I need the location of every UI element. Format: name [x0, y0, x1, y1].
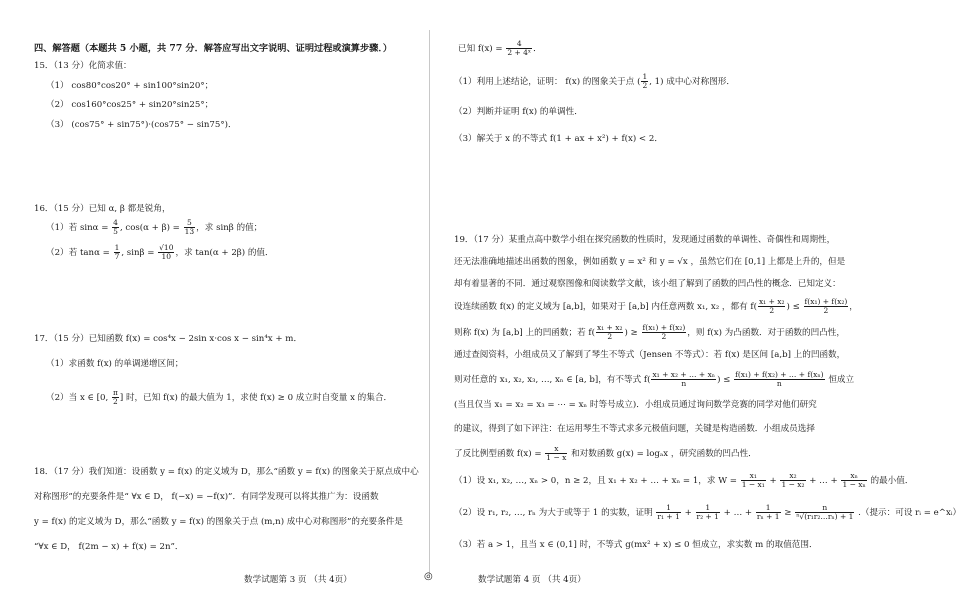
- q19-line10: [454, 445, 849, 462]
- q18-line1: 18．（17 分）我们知道：设函数 y = f(x) 的定义域为 D，那么“函数 y = f(x) 的图象关于原点成中心: [34, 467, 419, 477]
- fraction-numerator: 1: [114, 243, 120, 252]
- q19-line5-fraction1: [596, 324, 624, 341]
- q18-given: [458, 40, 853, 57]
- q19-line10-text-a: 了反比例型函数 f(x) =: [454, 449, 545, 459]
- q19-part2-fraction1: [656, 504, 680, 521]
- q18-line2: 对称图形”的充要条件是“ ∀x ∈ D， f(−x) = −f(x)”．有同学发现可以将其推广为：设函数: [34, 492, 379, 502]
- fraction-denominator: 13: [184, 227, 195, 236]
- fraction-denominator: 2: [113, 397, 118, 406]
- fraction-numerator: √10: [159, 243, 174, 252]
- q17-part2: [34, 389, 431, 406]
- fraction-numerator: 4: [113, 218, 118, 227]
- q19-part2-fraction2: [696, 504, 720, 521]
- fraction-numerator: n: [795, 504, 854, 513]
- q19-line6: 通过查阅资料，小组成员又了解到了琴生不等式（Jensen 不等式）：若 f(x) 是区间 [a,b] 上的凹函数，: [454, 350, 846, 360]
- fraction-numerator: 1: [696, 504, 720, 513]
- q19-line5-fraction2: [642, 324, 687, 341]
- binding-mark-icon: ◎: [424, 571, 433, 582]
- q17-part2-text-a: （2）当 x ∈ [0,: [46, 393, 111, 403]
- q19-line2: 还无法准确地描述出函数的图象，例如函数 y = x² 和 y = √x ，虽然它们在 [0,1] 上都是上升的，但是: [454, 257, 846, 267]
- q15-stem: 15．（13 分）化简求值：: [34, 61, 132, 71]
- q19-part1-fraction2: [780, 472, 805, 489]
- fraction-denominator: 2: [661, 332, 667, 341]
- q18-given-text-a: 已知 f(x) =: [458, 44, 506, 54]
- q17-part2-text-b: ] 时，已知 f(x) 的最大值为 1，求使 f(x) ≥ 0 成立时自变量 x 的集合．: [119, 393, 393, 403]
- q17-part1: （1）求函数 f(x) 的单调递增区间；: [46, 359, 184, 369]
- q19-line7-text-a: 则对任意的 x₁, x₂, x₃, …, xₙ ∈ [a, b]，有不等式 f(: [454, 375, 651, 385]
- q18-part1: [454, 73, 849, 90]
- fraction-denominator: n: [776, 379, 782, 388]
- q17-part2-fraction: [112, 389, 119, 406]
- q16-part2-fraction2: [158, 244, 174, 261]
- fraction-denominator: 7: [114, 252, 120, 261]
- q19-part1-text-b: 的最小值．: [867, 476, 914, 486]
- q19-part1-fraction3: [841, 472, 866, 489]
- q16-part2-text-a: （2）若 tanα =: [46, 248, 113, 258]
- q19-line10-text-b: 和对数函数 g(x) = logₐx ，研究函数的凹凸性．: [568, 449, 757, 459]
- q17-stem: 17．（15 分）已知函数 f(x) = cos⁴x − 2sin x·cos x − sin⁴x + m．: [34, 334, 303, 344]
- q19-line9: 的建议，得到了如下评注：在运用琴生不等式求多元极值问题，关键是构造函数．小组成员选择: [454, 424, 815, 434]
- fraction-denominator: rₙ + 1: [756, 512, 780, 521]
- q19-line4-fraction1: [758, 298, 786, 315]
- q19-line5: [454, 324, 849, 341]
- q19-line4-text-a: 设连续函数 f(x) 的定义域为 [a,b]，如果对于 [a,b] 内任意两数 x₁, x₂ ，都有 f(: [454, 302, 757, 312]
- fraction-numerator: x₁ + x₂: [758, 297, 785, 306]
- q15-part3: （3） (cos75° + sin75°)·(cos75° − sin75°)．: [46, 120, 237, 130]
- left-page: [0, 0, 430, 607]
- fraction-numerator: x₁ + x₂: [596, 323, 623, 332]
- fraction-denominator: 1 − x₁: [741, 480, 765, 489]
- q19-line4: [454, 297, 858, 315]
- fraction-numerator: x₂: [780, 472, 805, 481]
- right-page: [430, 0, 961, 607]
- fraction-denominator: n: [681, 379, 687, 388]
- q19-line7-fraction1: [651, 371, 716, 388]
- fraction-denominator: 5: [113, 227, 118, 236]
- fraction-numerator: 5: [184, 219, 196, 228]
- fraction-numerator: x₁ + x₂ + … + xₙ: [652, 370, 716, 379]
- fraction-numerator: f(x₁) + f(x₂): [642, 323, 686, 332]
- q19-line4-text-b: ) ≤: [786, 302, 803, 312]
- q16-part1-text-a: （1）若 sinα =: [46, 223, 112, 233]
- q19-line5-text-b: ) ≥: [624, 328, 641, 338]
- q19-line4-text-c: ，: [849, 302, 858, 312]
- fraction-numerator: f(x₁) + f(x₂) + … + f(xₙ): [735, 370, 824, 379]
- q19-part2: （2）设 r₁, r₂, …, rₙ 为大于或等于 1 的实数，证明 $\frac{1}{\text{r₁ + 1}}$ + $\frac{1}{\text{r₂ + 1}}$ + … + $\frac{1}{\text{rₙ + 1}}$ ≥ $\frac{n}{\text{ⁿ√(r₁r₂…rₙ) + 1}}$ .（提示：可设 rᵢ = e^xᵢ）: [454, 503, 961, 521]
- fraction-numerator: xₙ: [841, 472, 866, 481]
- fraction-denominator: ⁿ√(r₁r₂…rₙ) + 1: [796, 512, 854, 521]
- q18-part3: （3）解关于 x 的不等式 f(1 + ax + x²) + f(x) < 2．: [454, 134, 663, 144]
- fraction-numerator: 1: [642, 72, 648, 81]
- page-footer-left: 数学试题第 3 页 （共 4页）: [244, 575, 352, 585]
- fraction-numerator: 1: [656, 504, 680, 513]
- q18-given-text-b: ．: [533, 44, 542, 54]
- fraction-denominator: 2: [642, 81, 648, 90]
- fraction-denominator: r₂ + 1: [696, 512, 719, 521]
- q16-part2-fraction1: [114, 244, 121, 261]
- q18-part1-text-a: （1）利用上述结论，证明： f(x) 的图象关于点 (: [454, 77, 641, 87]
- fraction-denominator: 1 − x₂: [781, 480, 805, 489]
- q19-line5-text-c: ，则 f(x) 为凸函数．对于函数的凹凸性，: [687, 328, 845, 338]
- q19-line7-text-c: 恒成立: [825, 375, 855, 385]
- q19-part1-text-a: （1）设 x₁, x₂, …, xₙ > 0，n ≥ 2，且 x₁ + x₂ + … + xₙ = 1，求 W =: [454, 476, 740, 486]
- q18-part2: （2）判断并证明 f(x) 的单调性．: [454, 107, 583, 117]
- q19-line7-fraction2: [734, 371, 825, 388]
- q19-line1: 19．（17 分）某重点高中数学小组在探究函数的性质时，发现通过函数的单调性、奇偶性和周期性，: [454, 235, 836, 245]
- q18-line3: y = f(x) 的定义域为 D，那么“函数 y = f(x) 的图象关于点 (m,n) 成中心对称图形”的充要条件是: [34, 517, 403, 527]
- page-footer-right: 数学试题第 4 页 （共 4页）: [478, 575, 586, 585]
- section-title: 四、解答题（本题共 5 小题，共 77 分．解答应写出文字说明、证明过程或演算步骤．）: [34, 43, 393, 54]
- fraction-denominator: 1 − x: [546, 453, 567, 462]
- q18-line4: “∀x ∈ D， f(2m − x) + f(x) = 2n”．: [34, 542, 184, 552]
- q16-part1-fraction2: [184, 219, 196, 236]
- fraction-numerator: f(x₁) + f(x₂): [804, 297, 848, 306]
- q19-line5-text-a: 则称 f(x) 为 [a,b] 上的凹函数；若 f(: [454, 328, 595, 338]
- q19-part3: （3）若 a > 1，且当 x ∈ (0,1] 时，不等式 g(mx² + x) ≤ 0 恒成立，求实数 m 的取值范围．: [454, 540, 818, 550]
- q19-part2-text-b: .（提示：可设 rᵢ = e^xᵢ）: [855, 508, 961, 518]
- q16-part2-text-b: , sinβ =: [121, 248, 158, 258]
- q19-line8: (当且仅当 x₁ = x₂ = x₃ = ⋯ = xₙ 时等号成立)．小组成员通过询问数学竞赛的同学对他们研究: [454, 400, 817, 410]
- q19-line4-fraction2: [804, 298, 849, 315]
- fraction-numerator: 1: [756, 504, 781, 513]
- q16-part1-fraction1: [112, 219, 119, 236]
- q19-line3: 却有着显著的不同．通过观察图像和阅读数学文献，该小组了解到了函数的凹凸性的概念．已知定义：: [454, 279, 841, 289]
- fraction-denominator: r₁ + 1: [657, 512, 680, 521]
- fraction-denominator: 2: [607, 332, 613, 341]
- q18-part1-fraction: [641, 73, 648, 90]
- fraction-numerator: π: [112, 388, 118, 397]
- fraction-denominator: 10: [161, 252, 172, 261]
- q19-part1-fraction1: [741, 472, 766, 489]
- q16-stem: 16．（15 分）已知 α, β 都是锐角，: [34, 204, 171, 214]
- q19-part2-fraction4: [795, 504, 854, 521]
- q18-part1-text-b: , 1) 成中心对称图形．: [649, 77, 735, 87]
- fraction-denominator: 2: [823, 306, 829, 315]
- q16-part1: [34, 219, 431, 236]
- q16-part1-text-b: , cos(α + β) =: [119, 223, 183, 233]
- q16-part1-text-c: ，求 sinβ 的值；: [196, 223, 263, 233]
- q19-line7: [454, 370, 855, 388]
- fraction-denominator: 1 − xₙ: [842, 480, 866, 489]
- q16-part2-text-c: ，求 tan(α + 2β) 的值．: [175, 248, 274, 258]
- fraction-denominator: 2: [769, 306, 775, 315]
- q15-part1: （1） cos80°cos20° + sin100°sin20°；: [46, 81, 214, 91]
- fraction-numerator: 4: [506, 40, 532, 49]
- q19-line7-text-b: ) ≤: [717, 375, 734, 385]
- q16-part2: [34, 244, 431, 261]
- q18-given-fraction: [506, 40, 532, 57]
- fraction-numerator: x₁: [741, 472, 766, 481]
- q15-part2: （2） cos160°cos25° + sin20°sin25°；: [46, 100, 214, 110]
- fraction-numerator: x: [545, 445, 567, 454]
- q19-part1: （1）设 x₁, x₂, …, xₙ > 0，n ≥ 2，且 x₁ + x₂ + … + xₙ = 1，求 W = $\frac{\text{x₁}}{\text{1 − x₁}}$ + $\frac{\text{x₂}}{\text{1 − x₂}}$ + … + $\frac{\text{xₙ}}{\text{1 − xₙ}}$ 的最小值．: [454, 471, 914, 489]
- q19-part2-fraction3: [756, 504, 781, 521]
- fraction-denominator: 2 + 4ˣ: [507, 48, 532, 57]
- q19-line10-fraction: [545, 445, 567, 462]
- q19-part2-text-a: （2）设 r₁, r₂, …, rₙ 为大于或等于 1 的实数，证明: [454, 508, 656, 518]
